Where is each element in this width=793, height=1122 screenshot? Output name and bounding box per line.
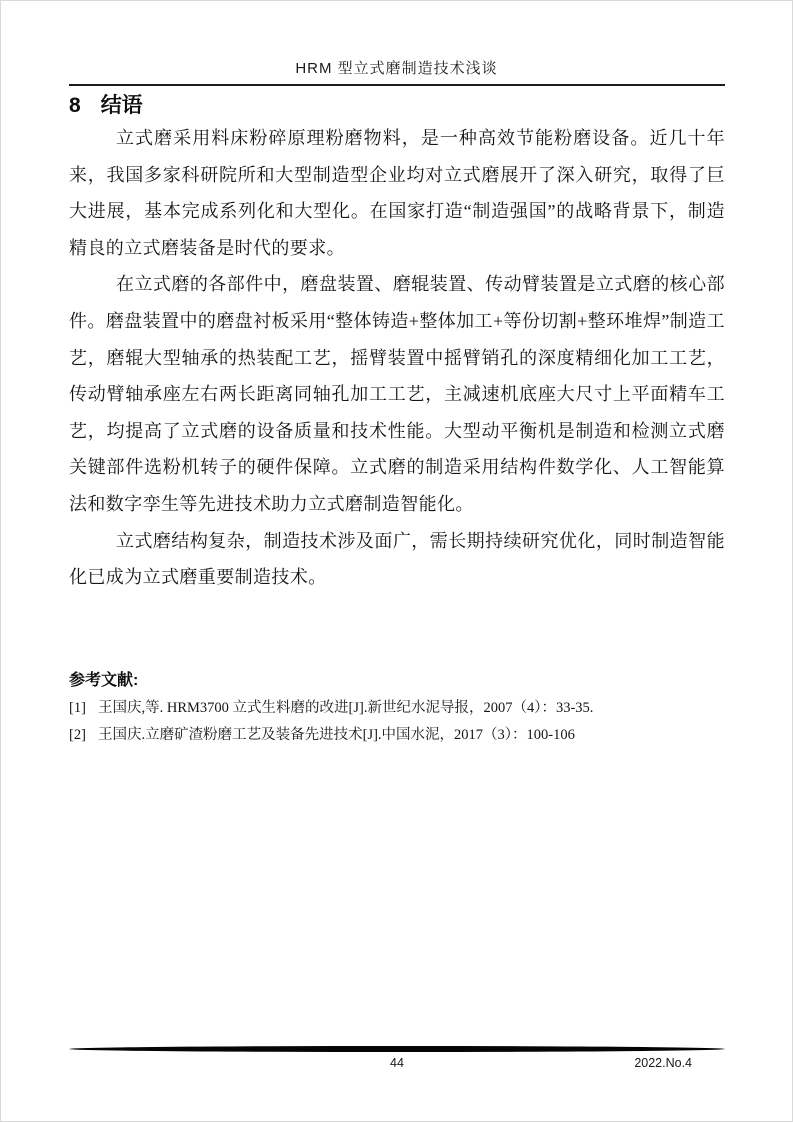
references-section bbox=[69, 670, 725, 749]
paragraph-conclusion-3: 立式磨结构复杂，制造技术涉及面广，需长期持续研究优化，同时制造智能化已成为立式磨重要制造技术。 bbox=[69, 530, 725, 588]
article-body bbox=[1, 92, 792, 749]
footer-rule bbox=[69, 1046, 725, 1052]
section-title: 结语 bbox=[100, 94, 143, 117]
reference-label: [2] bbox=[69, 726, 86, 743]
paragraph-conclusion-2: 在立式磨的各部件中，磨盘装置、磨辊装置、传动臂装置是立式磨的核心部件。磨盘装置中的磨盘衬板采用“整体铸造+整体加工+等份切割+整环堆焊”制造工艺，磨辊大型轴承的热装配工艺，摇臂装置中摇臂销孔的深度精细化加工工艺，传动臂轴承座左右两长距离同轴孔加工工艺，主减速机底座大尺寸上平面精车工艺，均提高了立式磨的设备质量和技术性能。大型动平衡机是制造和检测立式磨关键部件选粉机转子的硬件保障。立式磨的制造采用结构件数学化、人工智能算法和数字孪生等先进技术助力立式磨制造智能化。 bbox=[69, 274, 725, 514]
references-heading: 参考文献: bbox=[69, 671, 139, 689]
section-heading bbox=[69, 92, 725, 120]
running-head-title: HRM 型立式磨制造技术浅谈 bbox=[295, 60, 498, 77]
page-header bbox=[1, 1, 792, 86]
issue-number: 2022.No.4 bbox=[634, 1056, 692, 1070]
reference-text: 王国庆.立磨矿渣粉磨工艺及装备先进技术[J].中国水泥，2017（3）：100-106 bbox=[98, 726, 575, 743]
reference-item-2 bbox=[69, 722, 725, 749]
footer-row bbox=[69, 1055, 725, 1072]
reference-text: 王国庆,等. HRM3700 立式生料磨的改进[J].新世纪水泥导报，2007（4）：33-35. bbox=[98, 699, 594, 716]
header-rule bbox=[69, 84, 725, 86]
page-number: 44 bbox=[390, 1056, 404, 1070]
section-number: 8 bbox=[69, 94, 81, 117]
page-footer bbox=[69, 1046, 725, 1072]
paragraph-conclusion-1: 立式磨采用料床粉碎原理粉磨物料，是一种高效节能粉磨设备。近几十年来，我国多家科研院所和大型制造型企业均对立式磨展开了深入研究，取得了巨大进展，基本完成系列化和大型化。在国家打造“制造强国”的战略背景下，制造精良的立式磨装备是时代的要求。 bbox=[69, 128, 725, 258]
reference-item-1 bbox=[69, 695, 725, 722]
reference-label: [1] bbox=[69, 699, 86, 716]
